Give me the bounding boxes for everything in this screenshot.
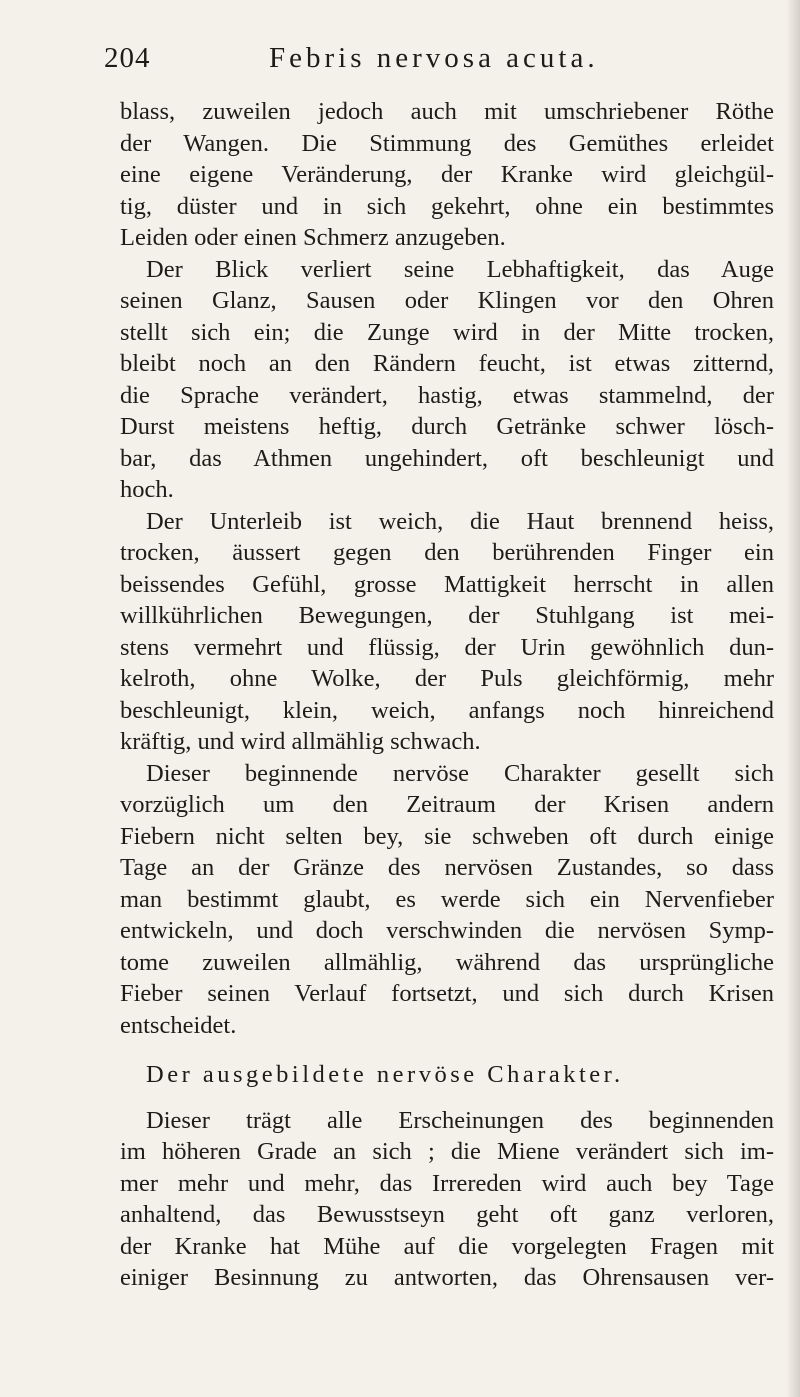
text-line: seinen Glanz, Sausen oder Klingen vor den Ohren xyxy=(120,287,774,314)
text-line: entscheidet. xyxy=(120,1011,237,1039)
text-line: man bestimmt glaubt, es werde sich ein Nervenfieber xyxy=(120,885,774,913)
text-line: Dieser beginnende nervöse Charakter gesellt sich xyxy=(146,759,774,787)
page-edge-shadow xyxy=(786,0,800,1397)
text-line: tig, düster und in sich gekehrt, ohne ein bestimmtes xyxy=(120,192,774,220)
text-line: Tage an der Gränze des nervösen Zustandes, so dass xyxy=(120,854,774,881)
running-title: Febris nervosa acuta. xyxy=(269,42,599,74)
text-line: anhaltend, das Bewusstseyn geht oft ganz verloren, xyxy=(120,1201,774,1228)
text-line: Fieber seinen Verlauf fortsetzt, und sich durch Krisen xyxy=(120,980,774,1007)
section-heading: Der ausgebildete nervöse Charakter. xyxy=(146,1061,624,1088)
text-line: eine eigene Veränderung, der Kranke wird gleichgül- xyxy=(120,161,774,188)
text-line: bleibt noch an den Rändern feucht, ist etwas zitternd, xyxy=(120,350,774,377)
text-line: im höheren Grade an sich ; die Miene verändert sich im- xyxy=(120,1138,774,1165)
text-line: tome zuweilen allmählig, während das ursprüngliche xyxy=(120,948,774,976)
text-line: willkührlichen Bewegungen, der Stuhlgang ist mei- xyxy=(120,602,774,629)
text-line: beschleunigt, klein, weich, anfangs noch hinreichend xyxy=(120,696,774,724)
text-line: bar, das Athmen ungehindert, oft beschleunigt und xyxy=(120,444,774,472)
text-line: entwickeln, und doch verschwinden die nervösen Symp- xyxy=(120,917,774,944)
text-line: blass, zuweilen jedoch auch mit umschriebener Röthe xyxy=(120,98,774,125)
text-line: vorzüglich um den Zeitraum der Krisen andern xyxy=(120,791,774,818)
text-line: Der Unterleib ist weich, die Haut brennend heiss, xyxy=(146,507,774,535)
text-line: stellt sich ein; die Zunge wird in der Mitte trocken, xyxy=(120,318,774,346)
text-line: kelroth, ohne Wolke, der Puls gleichförmig, mehr xyxy=(120,665,774,692)
text-line: trocken, äussert gegen den berührenden Finger ein xyxy=(120,539,774,566)
text-line: Fiebern nicht selten bey, sie schweben oft durch einige xyxy=(120,822,774,850)
text-line: Dieser trägt alle Erscheinungen des beginnenden xyxy=(146,1106,774,1134)
body-text xyxy=(120,96,774,1294)
text-line: hoch. xyxy=(120,476,174,503)
text-line: beissendes Gefühl, grosse Mattigkeit herrscht in allen xyxy=(120,570,774,598)
text-line: die Sprache verändert, hastig, etwas stammelnd, der xyxy=(120,381,774,409)
text-line: der Wangen. Die Stimmung des Gemüthes erleidet xyxy=(120,129,774,157)
text-line: kräftig, und wird allmählig schwach. xyxy=(120,728,481,755)
text-line: mer mehr und mehr, das Irrereden wird auch bey Tage xyxy=(120,1169,774,1197)
text-line: Durst meistens heftig, durch Getränke schwer lösch- xyxy=(120,413,774,440)
text-line: stens vermehrt und flüssig, der Urin gewöhnlich dun- xyxy=(120,633,774,661)
text-line: einiger Besinnung zu antworten, das Ohrensausen ver- xyxy=(120,1264,774,1291)
text-line: der Kranke hat Mühe auf die vorgelegten Fragen mit xyxy=(120,1232,774,1260)
page-header xyxy=(104,42,744,82)
page-number: 204 xyxy=(104,42,151,74)
text-line: Der Blick verliert seine Lebhaftigkeit, das Auge xyxy=(146,255,774,283)
text-line: Leiden oder einen Schmerz anzugeben. xyxy=(120,224,506,251)
